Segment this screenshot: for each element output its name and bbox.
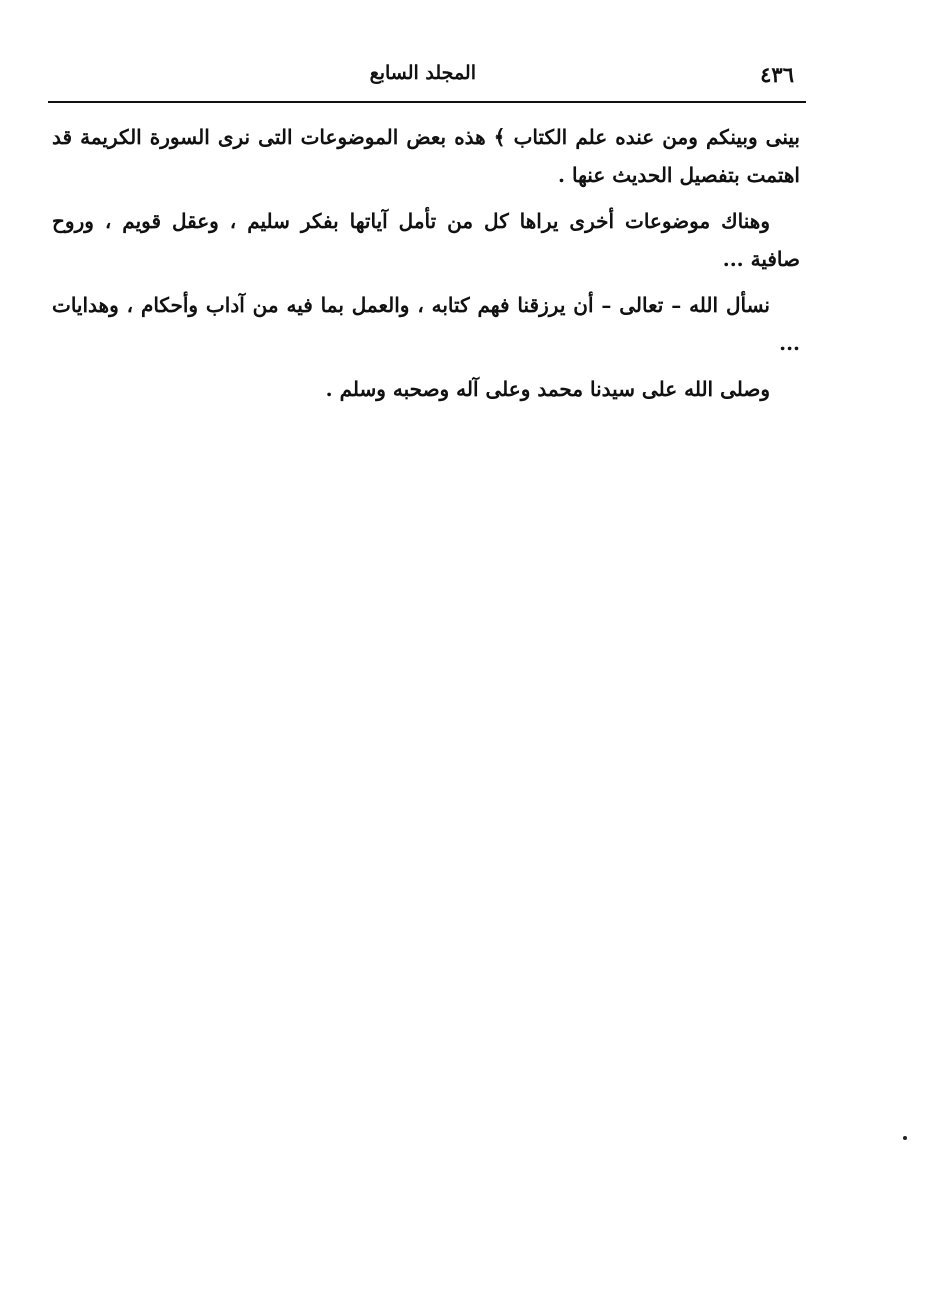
page-body: [52, 118, 800, 416]
scan-speck: [903, 1136, 907, 1140]
closing-line: وصلى الله على سيدنا محمد وعلى آله وصحبه وسلم .: [325, 377, 770, 401]
paragraph: وهناك موضوعات أخرى يراها كل من تأمل آياتها بفكر سليم ، وعقل قويم ، وروح صافية ...: [52, 209, 800, 271]
page-header: [48, 58, 806, 100]
running-title: المجلد السابع: [369, 62, 476, 84]
page-number: ٤٣٦: [760, 62, 794, 87]
paragraph: نسأل الله – تعالى – أن يرزقنا فهم كتابه ، والعمل بما فيه من آداب وأحكام ، وهدايات ...: [52, 293, 800, 355]
header-divider: [48, 101, 806, 103]
paragraph: بينى وبينكم ومن عنده علم الكتاب ﴾ هذه بعض الموضوعات التى نرى السورة الكريمة قد اهتمت بتفصيل الحديث عنها .: [52, 125, 800, 187]
